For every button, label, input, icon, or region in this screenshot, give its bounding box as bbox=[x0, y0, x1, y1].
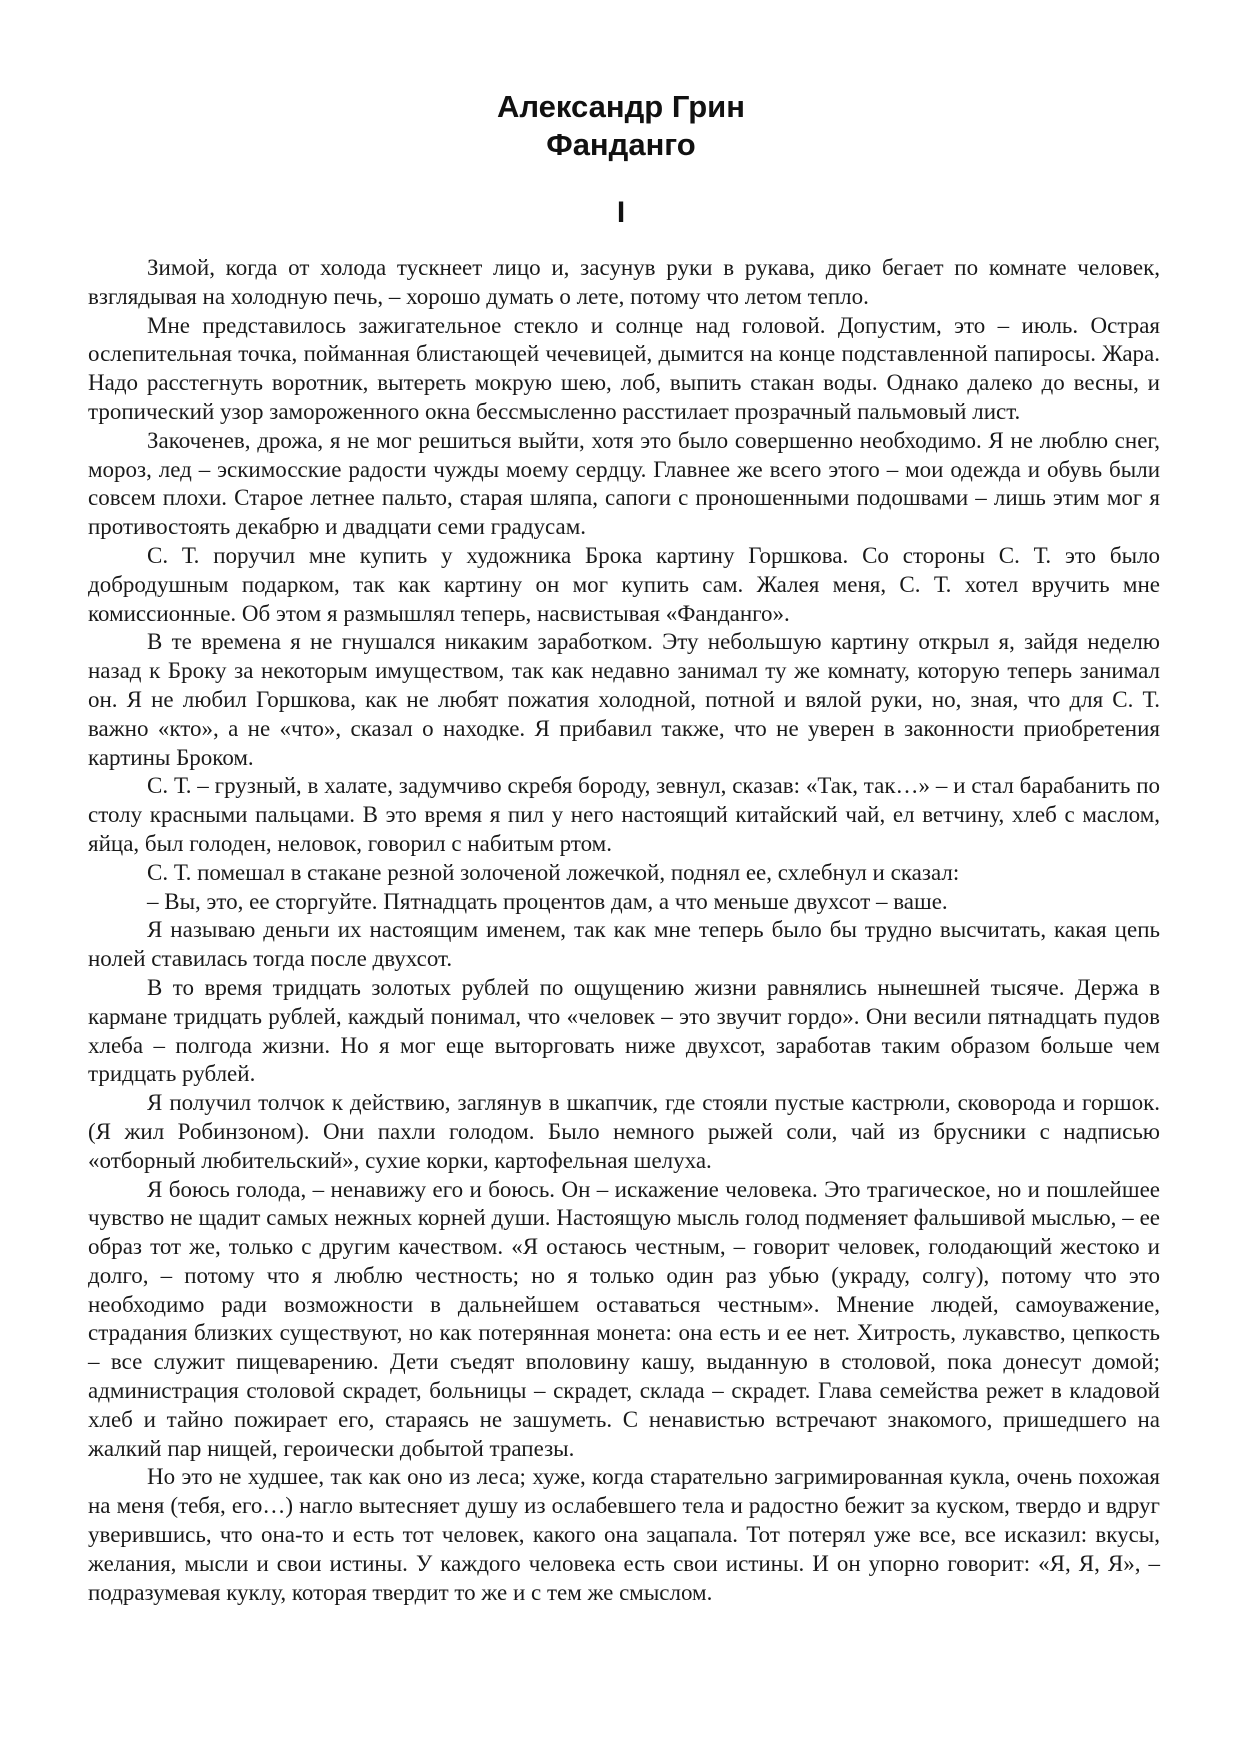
paragraph: Я боюсь голода, – ненавижу его и боюсь. Он – искажение человека. Это трагическое, но и пошлейшее чувство не щадит самых нежных корней души. Настоящую мысль голод подменяет фальшивой мыслью, – ее образ тот же, только с другим качеством. «Я остаюсь честным, – говорит человек, голодающий жестоко и долго, – потому что я люблю честность; но я только один раз убью (украду, солгу), потому что это необходимо ради возможности в дальнейшем оставаться честным». Мнение людей, самоуважение, страдания близких существуют, но как потерянная монета: она есть и ее нет. Хитрость, лукавство, цепкость – все служит пищеварению. Дети съедят вполовину кашу, выданную в столовой, пока донесут домой; администрация столовой скрадет, больницы – скрадет, склада – скрадет. Глава семейства режет в кладовой хлеб и тайно пожирает его, стараясь не зашуметь. С ненавистью встречают знакомого, пришедшего на жалкий пар нищей, героически добытой трапезы. bbox=[88, 1176, 1160, 1461]
paragraph: Я получил толчок к действию, заглянув в шкапчик, где стояли пустые кастрюли, сковорода и горшок. (Я жил Робинзоном). Они пахли голодом. Было немного рыжей соли, чай из брусники с надписью «отборный любительский», сухие корки, картофельная шелуха. bbox=[88, 1090, 1160, 1173]
paragraph: Зимой, когда от холода тускнеет лицо и, засунув руки в рукава, дико бегает по комнате человек, взглядывая на холодную печь, – хорошо думать о лете, потому что летом тепло. bbox=[88, 255, 1160, 309]
paragraph: В то время тридцать золотых рублей по ощущению жизни равнялись нынешней тысяче. Держа в кармане тридцать рублей, каждый понимал, что «человек – это звучит гордо». Они весили пятнадцать пудов хлеба – полгода жизни. Но я мог еще выторговать ниже двухсот, заработав таким образом больше чем тридцать рублей. bbox=[88, 974, 1160, 1087]
paragraph: Но это не худшее, так как оно из леса; хуже, когда старательно загримированная кукла, очень похожая на меня (тебя, его…) нагло вытесняет душу из ослабевшего тела и радостно бежит за куском, твердо и вдруг уверившись, что она-то и есть тот человек, какого она зацапала. Тот потерял уже все, все исказил: вкусы, желания, мысли и свои истины. У каждого человека есть свои истины. И он упорно говорит: «Я, Я, Я», – подразумевая куклу, которая твердит то же и с тем же смыслом. bbox=[88, 1464, 1160, 1605]
paragraph: – Вы, это, ее сторгуйте. Пятнадцать процентов дам, а что меньше двухсот – ваше. bbox=[147, 888, 948, 914]
paragraph: С. Т. поручил мне купить у художника Брока картину Горшкова. Со стороны С. Т. это было добродушным подарком, так как картину он мог купить сам. Жалея меня, С. Т. хотел вручить мне комиссионные. Об этом я размышлял теперь, насвистывая «Фанданго». bbox=[88, 542, 1160, 626]
title-block bbox=[0, 88, 1242, 164]
paragraph: Мне представилось зажигательное стекло и солнце над головой. Допустим, это – июль. Острая ослепительная точка, пойманная блистающей чечевицей, дымится на конце подставленной папиросы. Жара. Надо расстегнуть воротник, вытереть мокрую шею, лоб, выпить стакан воды. Однако далеко до весны, и тропический узор замороженного окна бессмысленно расстилает прозрачный пальмовый лист. bbox=[88, 312, 1160, 424]
chapter-heading: I bbox=[616, 196, 626, 229]
paragraph: Закоченев, дрожа, я не мог решиться выйти, хотя это было совершенно необходимо. Я не люблю снег, мороз, лед – эскимосские радости чужды моему сердцу. Главнее же всего этого – мои одежда и обувь были совсем плохи. Старое летнее пальто, старая шляпа, сапоги с проношенными подошвами – лишь этим мог я противостоять декабрю и двадцати семи градусам. bbox=[88, 427, 1160, 540]
paragraph: Я называю деньги их настоящим именем, так как мне теперь было бы трудно высчитать, какая цепь нолей ставилась тогда после двухсот. bbox=[88, 917, 1160, 972]
author-name: Александр Грин bbox=[497, 89, 745, 124]
body-text bbox=[88, 254, 1160, 1607]
paragraph: С. Т. – грузный, в халате, задумчиво скребя бороду, зевнул, сказав: «Так, так…» – и стал барабанить по столу красными пальцами. В это время я пил у него настоящий китайский чай, ел ветчину, хлеб с маслом, яйца, был голоден, неловок, говорил с набитым ртом. bbox=[88, 773, 1160, 856]
work-title: Фанданго bbox=[546, 127, 696, 162]
paragraph: В те времена я не гнушался никаким заработком. Эту небольшую картину открыл я, зайдя неделю назад к Броку за некоторым имуществом, так как недавно занимал ту же комнату, которую теперь занимал он. Я не любил Горшкова, как не любят пожатия холодной, потной и вялой руки, но, зная, что для С. Т. важно «кто», а не «что», сказал о находке. Я прибавил также, что не уверен в законности приобретения картины Броком. bbox=[88, 629, 1160, 770]
paragraph: С. Т. помешал в стакане резной золоченой ложечкой, поднял ее, схлебнул и сказал: bbox=[147, 859, 960, 885]
